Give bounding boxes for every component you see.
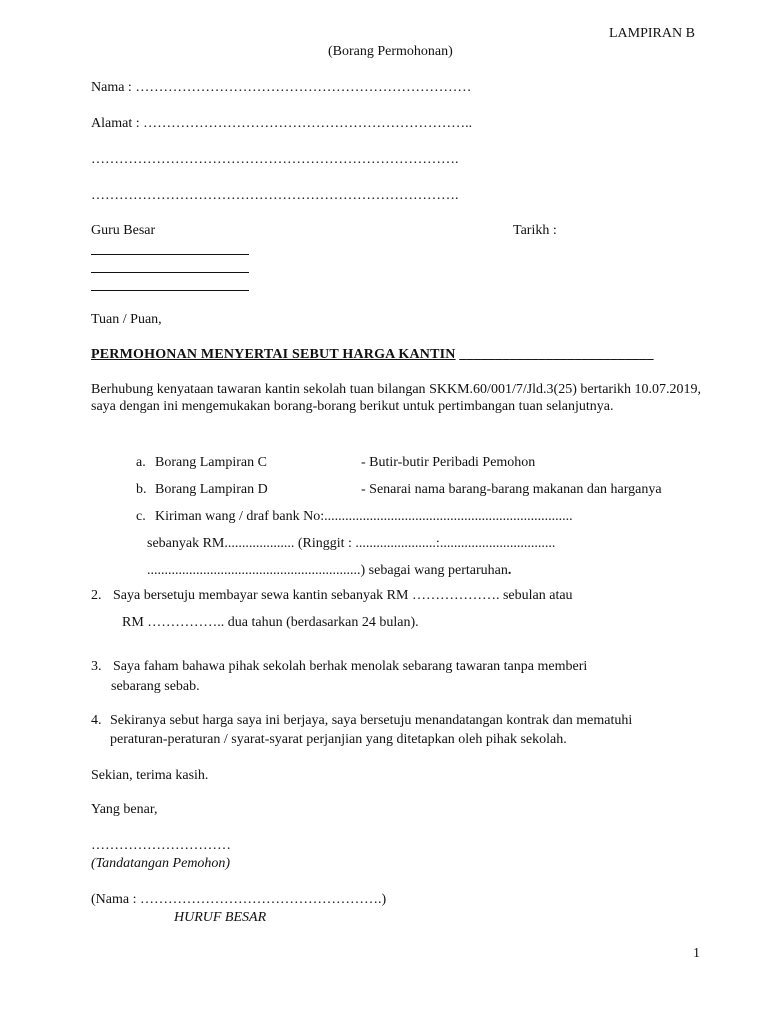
list-item-c-label: Kiriman wang / draf bank No:.......................................................................: [155, 509, 573, 524]
point-3-line-1: Saya faham bahawa pihak sekolah berhak menolak sebarang tawaran tanpa memberi: [113, 659, 588, 674]
salutation: Tuan / Puan,: [91, 312, 162, 327]
point-3-number: 3.: [91, 659, 102, 674]
address-blank-line-1: [91, 254, 249, 255]
point-2-number: 2.: [91, 588, 102, 603]
alamat-field: Alamat : ……………………………………………………………..: [91, 116, 473, 131]
list-item-c-deposit-text: sebagai wang pertaruhan: [365, 563, 508, 578]
huruf-besar-note: HURUF BESAR: [174, 910, 267, 925]
list-item-c-deposit-end: .: [507, 563, 512, 578]
list-item-b-desc: - Senarai nama barang-barang makanan dan harganya: [361, 482, 662, 497]
point-2-line-1: Saya bersetuju membayar sewa kantin sebanyak RM ………………. sebulan atau: [113, 588, 573, 603]
address-blank-line-3: [91, 290, 249, 291]
list-item-c-marker: c.: [136, 509, 146, 524]
list-item-a-marker: a.: [136, 455, 146, 470]
list-item-a-label: Borang Lampiran C: [155, 455, 267, 470]
name-line: (Nama : …………………………………………….): [91, 892, 387, 907]
signature-label: (Tandatangan Pemohon): [91, 856, 231, 871]
list-item-c-deposit-dots: .............................................................): [147, 563, 366, 578]
nama-field: Nama : ………………………………………………………………: [91, 80, 472, 95]
point-4-line-2: peraturan-peraturan / syarat-syarat perjanjian yang ditetapkan oleh pihak sekolah.: [110, 732, 567, 747]
letter-title-text: PERMOHONAN MENYERTAI SEBUT HARGA KANTIN: [91, 347, 456, 362]
point-4-number: 4.: [91, 713, 102, 728]
point-4-line-1: Sekiranya sebut harga saya ini berjaya, saya bersetuju menandatangan kontrak dan mematuhi: [110, 713, 633, 728]
alamat-line-3: …………………………………………………………………….: [91, 188, 459, 203]
point-3-line-2: sebarang sebab.: [111, 679, 200, 694]
list-item-b-marker: b.: [136, 482, 147, 497]
list-item-a-desc: - Butir-butir Peribadi Pemohon: [361, 455, 536, 470]
lampiran-label: LAMPIRAN B: [609, 26, 695, 41]
list-item-c-deposit-line: [147, 562, 511, 579]
list-item-c-amount-line: sebanyak RM.................... (Ringgit : .......................:.................................: [147, 536, 556, 551]
address-blank-line-2: [91, 272, 249, 273]
letter-title-trailing-line: ___________________________: [455, 347, 654, 362]
form-subtitle: (Borang Permohonan): [328, 44, 453, 59]
list-item-b-label: Borang Lampiran D: [155, 482, 268, 497]
tarikh-label: Tarikh :: [513, 223, 557, 238]
guru-besar-label: Guru Besar: [91, 223, 156, 238]
page-number: 1: [693, 946, 700, 961]
signature-dots: …………………………: [91, 838, 231, 853]
alamat-line-2: …………………………………………………………………….: [91, 152, 459, 167]
closing-thanks: Sekian, terima kasih.: [91, 768, 209, 783]
intro-paragraph: Berhubung kenyataan tawaran kantin sekolah tuan bilangan SKKM.60/001/7/Jld.3(25) bertarikh 10.07.2019, saya dengan ini mengemukakan borang-borang berikut untuk pertimbangan tuan selanjutnya.: [91, 382, 701, 414]
point-2-line-2: RM …………….. dua tahun (berdasarkan 24 bulan).: [122, 615, 419, 630]
closing-yours: Yang benar,: [91, 802, 158, 817]
letter-title: [91, 346, 654, 363]
